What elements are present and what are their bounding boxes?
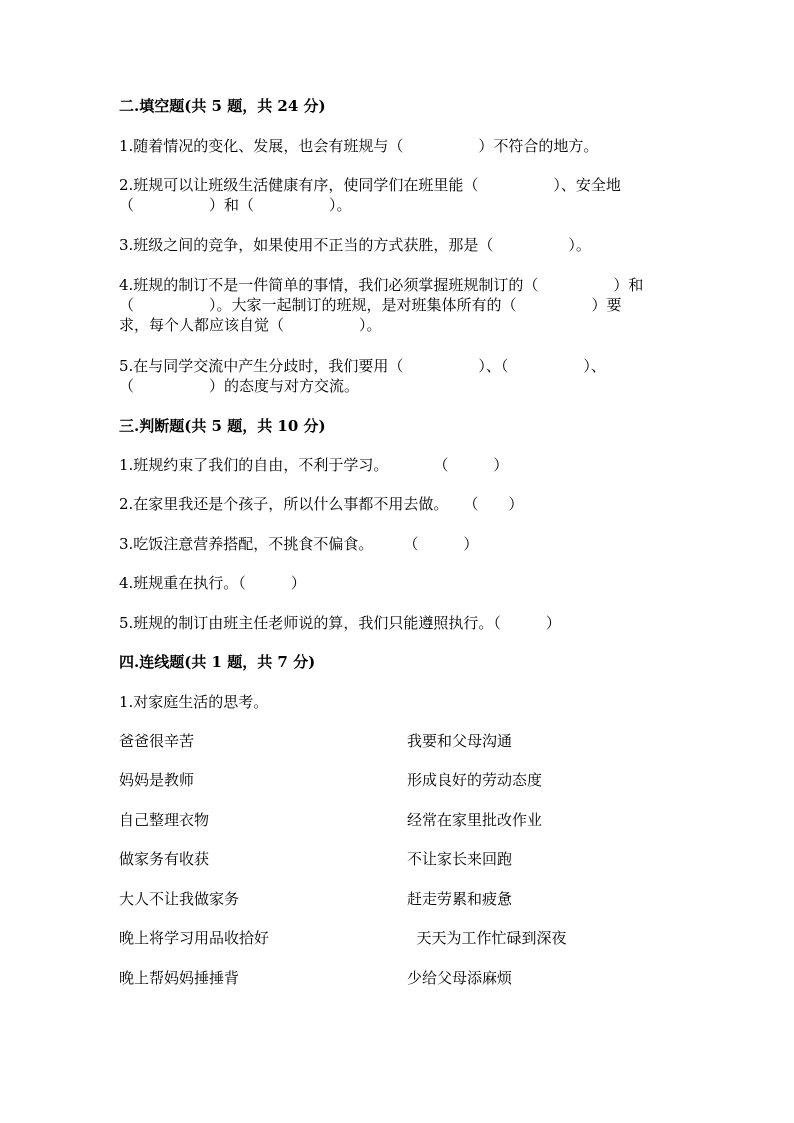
matching-right-item: 天天为工作忙碌到深夜 (407, 929, 567, 947)
fill-blank-question-1: 1.随着情况的变化、发展，也会有班规与（ ）不符合的地方。 (119, 137, 599, 155)
fill-blank-question-5-line-1: 5.在与同学交流中产生分歧时，我们要用（ ）、（ ）、 (119, 357, 606, 375)
true-false-question-5: 5.班规的制订由班主任老师说的算，我们只能遵照执行。（ ） (119, 614, 561, 632)
true-false-question-1: 1.班规约束了我们的自由，不利于学习。 （ ） (119, 456, 509, 474)
matching-question-1: 1.对家庭生活的思考。 (119, 693, 269, 711)
fill-blank-question-2-line-2: （ ）和（ ）。 (119, 196, 352, 214)
fill-blank-question-4-line-3: 求，每个人都应该自觉（ ）。 (119, 316, 382, 334)
matching-right-item: 我要和父母沟通 (407, 732, 513, 750)
matching-left-item: 自己整理衣物 (119, 811, 210, 829)
true-false-question-4: 4.班规重在执行。（ ） (119, 574, 306, 592)
matching-right-item: 少给父母添麻烦 (407, 969, 513, 987)
matching-right-item: 经常在家里批改作业 (407, 811, 543, 829)
matching-left-item: 大人不让我做家务 (119, 890, 240, 908)
matching-left-item: 晚上将学习用品收拾好 (119, 929, 270, 947)
fill-blank-question-3: 3.班级之间的竞争，如果使用不正当的方式获胜，那是（ ）。 (119, 236, 591, 254)
matching-left-item: 晚上帮妈妈捶捶背 (119, 969, 240, 987)
true-false-question-2: 2.在家里我还是个孩子，所以什么事都不用去做。 （ ） (119, 495, 524, 513)
fill-blank-question-5-line-2: （ ）的态度与对方交流。 (119, 377, 360, 395)
matching-left-item: 妈妈是教师 (119, 771, 195, 789)
section-title-fill-blank: 二.填空题(共 5 题，共 24 分) (119, 97, 326, 115)
matching-right-item: 形成良好的劳动态度 (407, 771, 543, 789)
section-title-matching: 四.连线题(共 1 题，共 7 分) (119, 653, 316, 671)
fill-blank-question-4-line-1: 4.班规的制订不是一件简单的事情，我们必须掌握班规制订的（ ）和 (119, 276, 644, 294)
fill-blank-question-2-line-1: 2.班规可以让班级生活健康有序，使同学们在班里能（ ）、安全地 (119, 176, 621, 194)
matching-left-item: 做家务有收获 (119, 850, 210, 868)
section-title-true-false: 三.判断题(共 5 题，共 10 分) (119, 417, 326, 435)
fill-blank-question-4-line-2: （ ）。大家一起制订的班规，是对班集体所有的（ ）要 (119, 296, 622, 314)
matching-right-item: 不让家长来回跑 (407, 850, 513, 868)
matching-right-item: 赶走劳累和疲惫 (407, 890, 513, 908)
matching-left-item: 爸爸很辛苦 (119, 732, 195, 750)
true-false-question-3: 3.吃饭注意营养搭配，不挑食不偏食。 （ ） (119, 535, 479, 553)
